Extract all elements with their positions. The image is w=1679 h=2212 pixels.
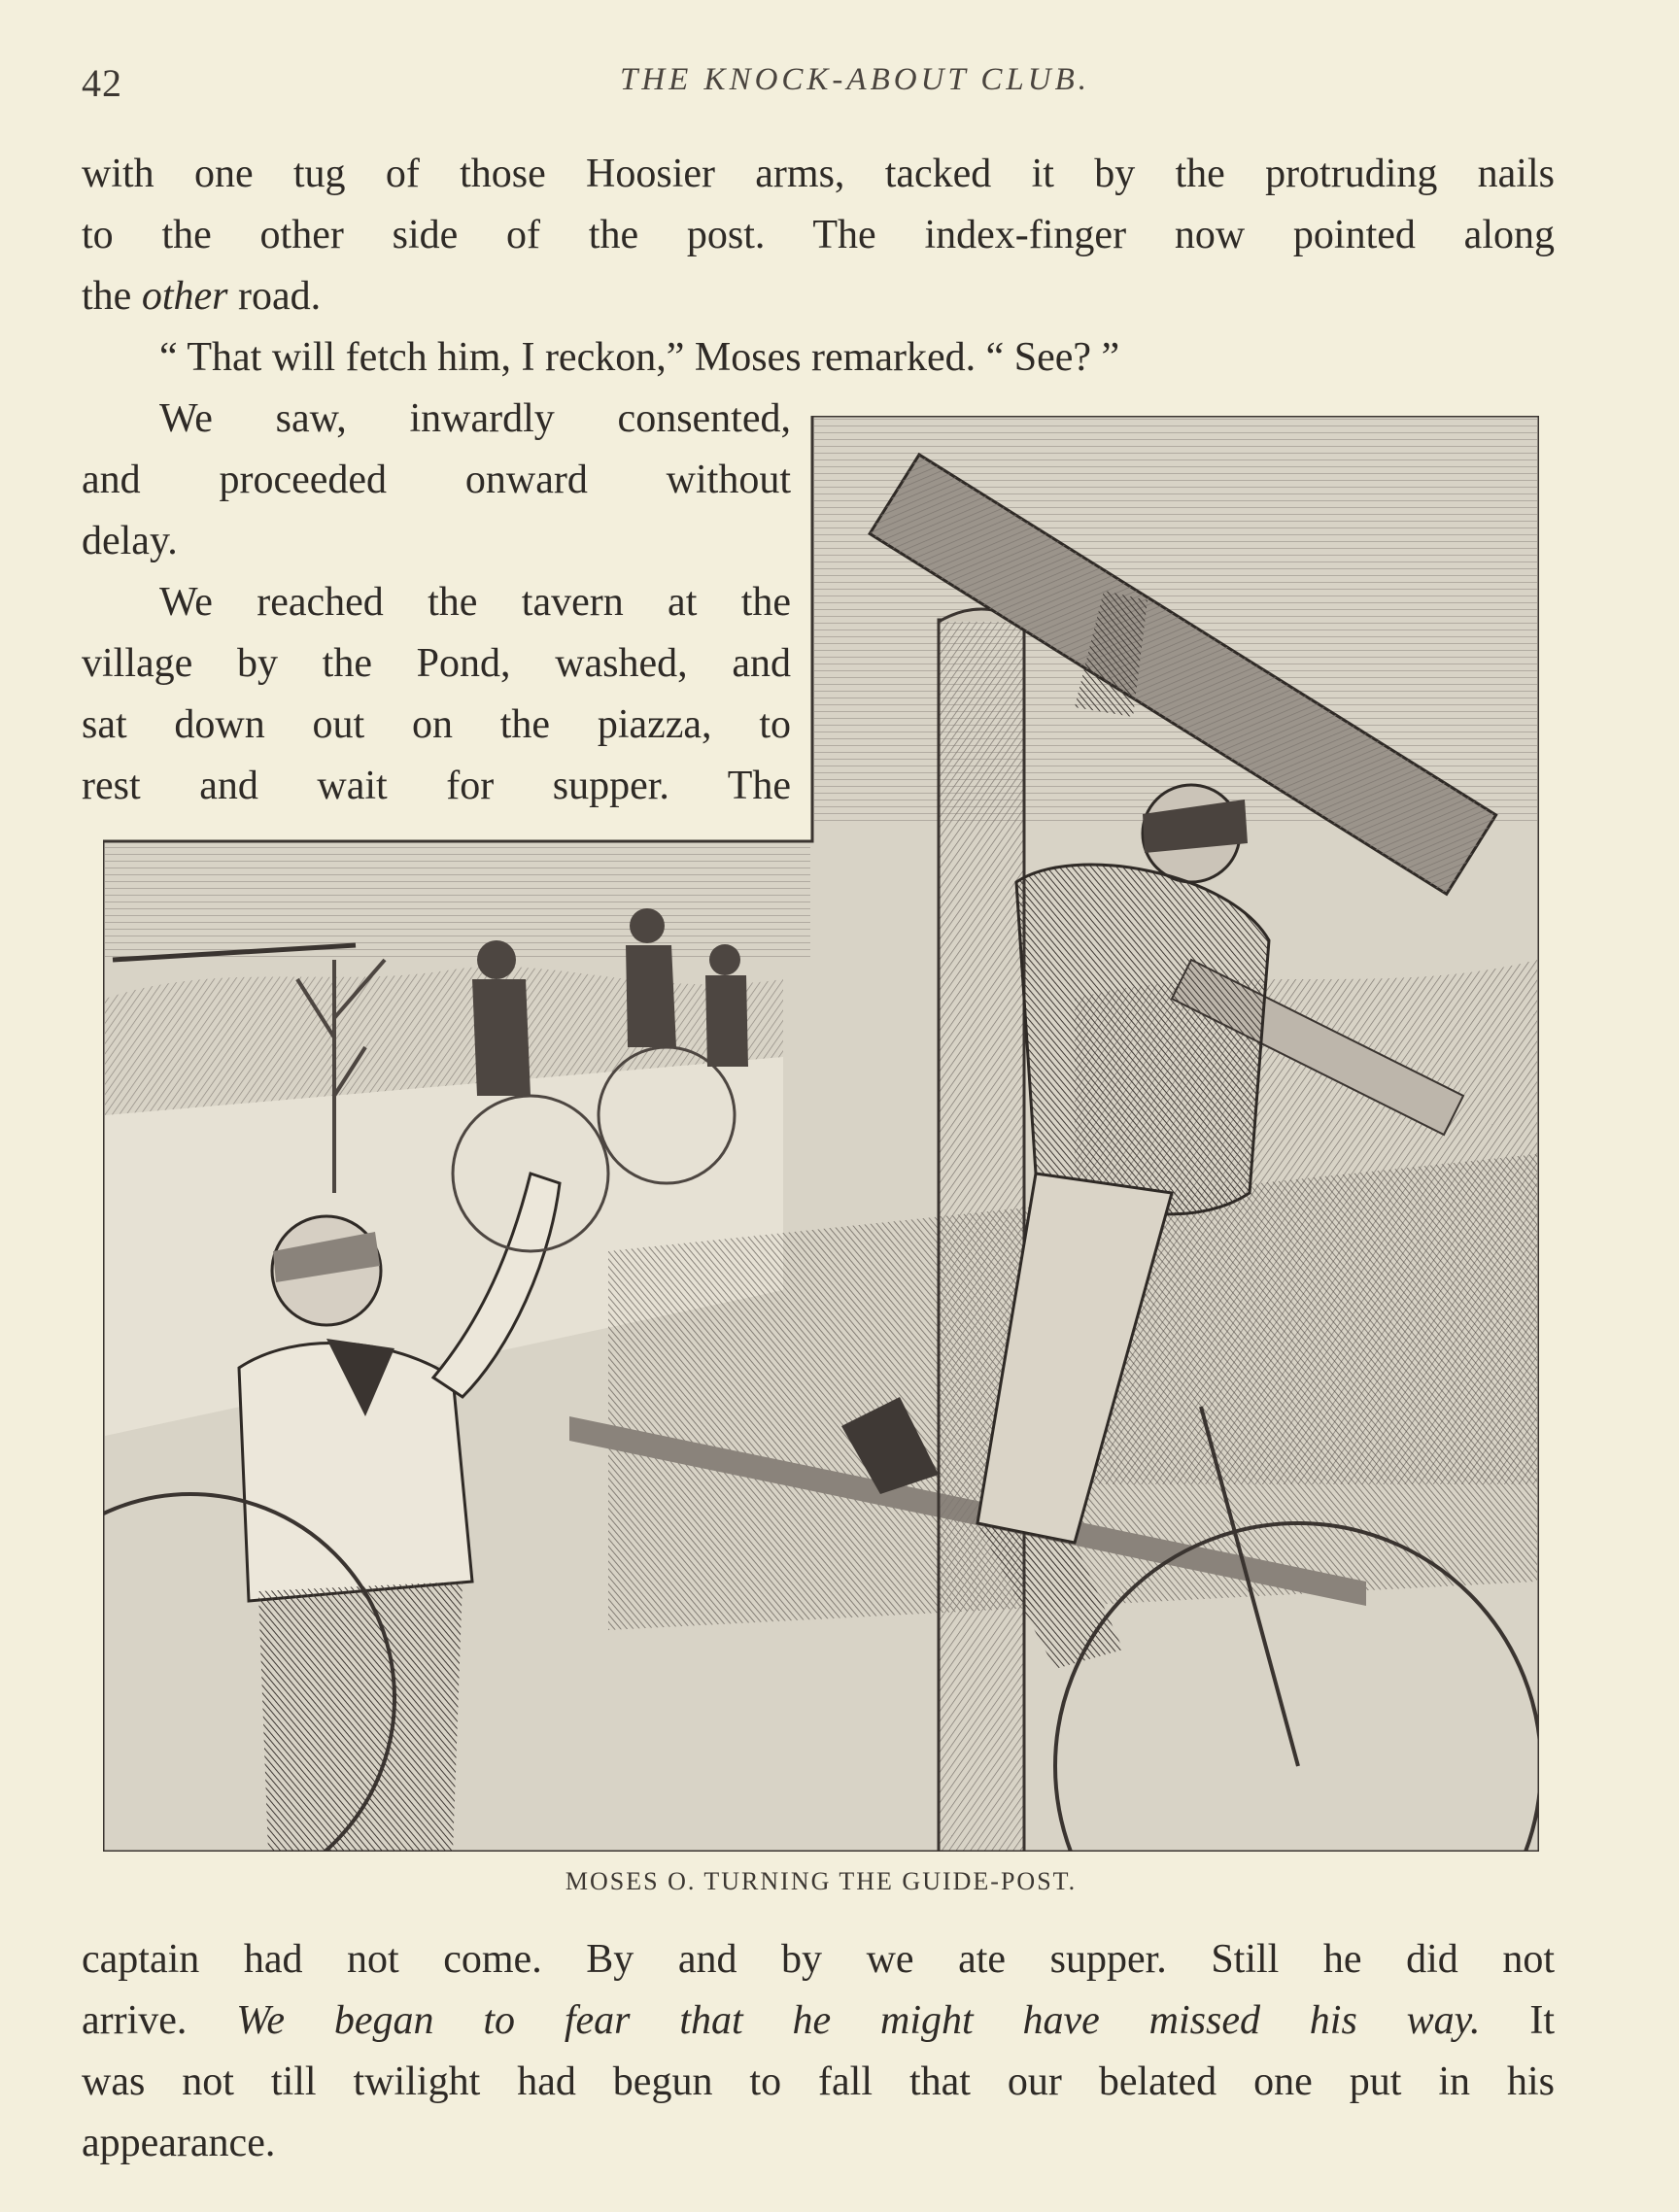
text-run: the <box>82 274 142 319</box>
paragraph-1-line-2: to the other side of the post. The index-finger now pointed along <box>82 213 1555 257</box>
paragraph-3-line-2: and proceeded onward without <box>82 458 791 502</box>
paragraph-5-line-1: captain had not come. By and by we ate supper. Still he did not <box>82 1937 1555 1982</box>
paragraph-1-line-1: with one tug of those Hoosier arms, tacked it by the protruding nails <box>82 152 1555 196</box>
illustration-caption: MOSES O. TURNING THE GUIDE-POST. <box>565 1867 1078 1895</box>
paragraph-5-line-3: was not till twilight had begun to fall that our belated one put in his <box>82 2059 1555 2104</box>
paragraph-5-line-4: appearance. <box>82 2121 276 2165</box>
running-head: THE KNOCK-ABOUT CLUB. <box>619 62 1091 97</box>
italic-sentence: We began to fear that he might have missed his way. <box>236 1998 1481 2043</box>
paragraph-4-line-2: village by the Pond, washed, and <box>82 641 791 686</box>
text-run: road. <box>227 274 322 319</box>
paragraph-4-line-1: We reached the tavern at the <box>159 580 791 625</box>
engraving-illustration <box>103 416 1539 1852</box>
paragraph-1-line-3 <box>82 266 1555 327</box>
guide-post <box>939 620 1024 1852</box>
paragraph-4-line-4: rest and wait for supper. The <box>82 764 791 808</box>
sky-left <box>105 843 810 960</box>
text-run: arrive. <box>82 1998 237 2043</box>
paragraph-4-line-3: sat down out on the piazza, to <box>82 702 791 747</box>
paragraph-2: “ That will fetch him, I reckon,” Moses remarked. “ See? ” <box>159 335 1120 380</box>
italic-word: other <box>141 274 228 319</box>
paragraph-5-line-2 <box>82 1991 1555 2052</box>
paragraph-3-line-1: We saw, inwardly consented, <box>159 396 791 441</box>
paragraph-3-line-3: delay. <box>82 519 178 563</box>
text-run: It <box>1480 1998 1555 2043</box>
page-number: 42 <box>82 61 122 105</box>
